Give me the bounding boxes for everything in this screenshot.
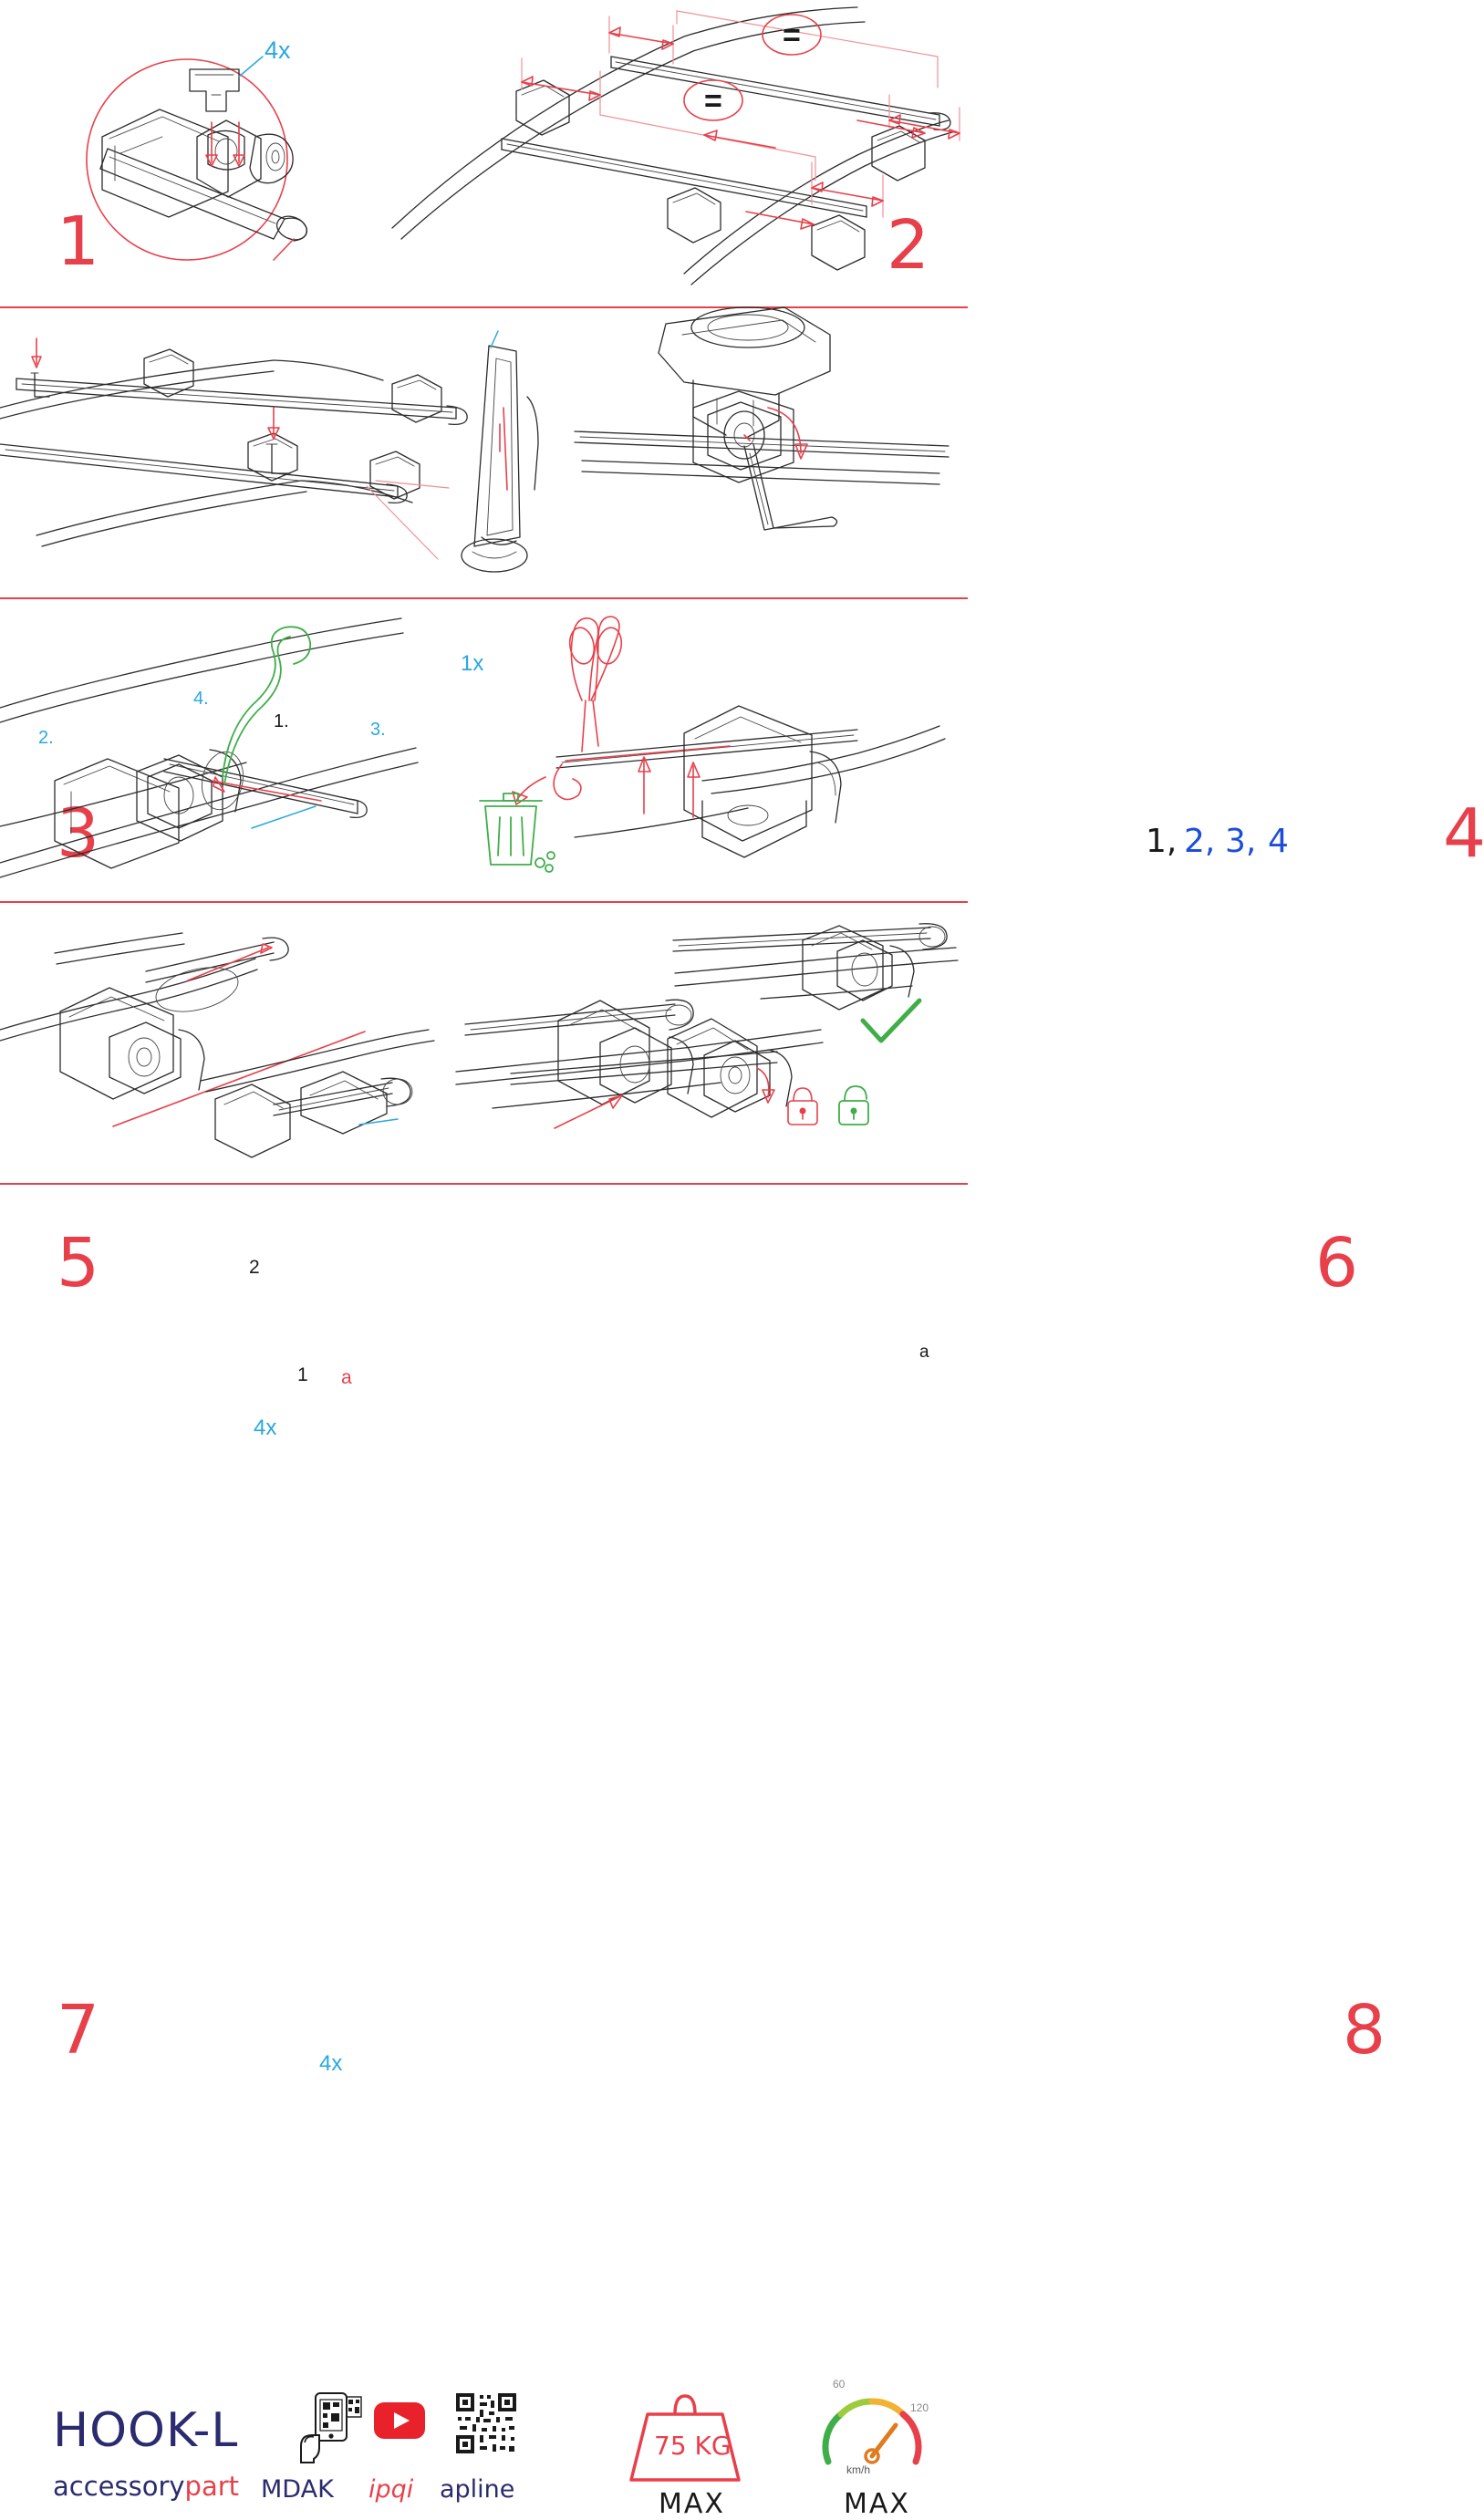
product-brand-name: HOOK-L: [53, 2403, 239, 2458]
partner-apline-label: apline: [440, 2475, 515, 2504]
partner-ipqi-label: ipqi: [368, 2475, 414, 2504]
step-1-label-4x: 4x: [265, 36, 291, 64]
weight-limit-value: 75 KG: [654, 2431, 732, 2461]
qr-code-icon[interactable]: [454, 2391, 518, 2455]
speed-limit-gauge-icon: [817, 2385, 927, 2482]
step-1-number: 1: [57, 202, 99, 281]
partner-mdak-label: MDAK: [261, 2475, 334, 2504]
partner-apline: [440, 2475, 514, 2504]
step-4-seq-1: 1,: [1146, 823, 1178, 860]
step-panel-7: [0, 902, 456, 2076]
step-panel-1: [0, 0, 383, 306]
partner-mdak: [261, 2475, 334, 2504]
product-tagline: [53, 2471, 239, 2502]
step-4-number: 4: [1443, 794, 1484, 873]
step-6-number: 6: [1315, 1224, 1357, 1302]
step-4-seq-3: 3,: [1225, 823, 1257, 860]
step-5-label-4x: 4x: [254, 1416, 277, 1440]
step-8-number: 8: [1343, 1991, 1385, 2069]
step-2-illustration: [383, 0, 968, 306]
step-5-illustration: [0, 598, 429, 901]
step-3-illustration: [0, 307, 556, 597]
step-7-label-4x: 4x: [319, 2051, 343, 2076]
speed-limit-max-label: MAX: [844, 2488, 910, 2520]
step-4-illustration: [556, 307, 968, 597]
step-6-illustration: [429, 598, 968, 901]
tagline-second: part: [184, 2471, 240, 2502]
step-7-illustration: [0, 902, 456, 1183]
step-8-illustration: [456, 902, 968, 1183]
step-7-number: 7: [57, 1991, 99, 2069]
step-3-label-3: 3.: [370, 720, 386, 740]
step-3-label-1: 1.: [274, 711, 289, 731]
step-6-label-a: a: [919, 1343, 929, 1362]
gauge-tick-60: 60: [833, 2378, 846, 2390]
step-3-label-4: 4.: [193, 689, 209, 709]
step-2-number: 2: [887, 206, 929, 285]
partner-ipqi: [368, 2475, 413, 2504]
step-3-label-1x: 1x: [461, 651, 484, 676]
step-5-number: 5: [57, 1224, 99, 1302]
youtube-icon[interactable]: [374, 2402, 425, 2439]
step-4-seq-4: 4: [1268, 823, 1289, 860]
step-3-number: 3: [57, 794, 99, 873]
step-5-label-a: a: [341, 1367, 352, 1388]
qr-scan-phone-icon: [292, 2391, 365, 2463]
gauge-tick-120: 120: [910, 2401, 929, 2414]
step-5-label-2: 2: [249, 1257, 260, 1278]
step-panel-6: [429, 598, 1357, 1362]
weight-limit-max-label: MAX: [659, 2488, 725, 2520]
step-2-equal-sign-2: =: [704, 84, 722, 119]
step-panel-8: [456, 902, 1385, 2069]
step-4-seq-2: 2,: [1184, 823, 1216, 860]
tagline-first: accessory: [53, 2471, 185, 2502]
step-5-label-1: 1: [297, 1364, 308, 1385]
step-panel-5: [0, 598, 429, 1440]
step-panel-2: [383, 0, 968, 306]
speed-unit-label: km/h: [846, 2463, 871, 2476]
step-panel-4: [556, 307, 1484, 873]
step-3-label-2: 2.: [38, 728, 54, 748]
step-2-equal-sign-1: =: [783, 18, 801, 53]
step-panel-3: [0, 307, 556, 873]
